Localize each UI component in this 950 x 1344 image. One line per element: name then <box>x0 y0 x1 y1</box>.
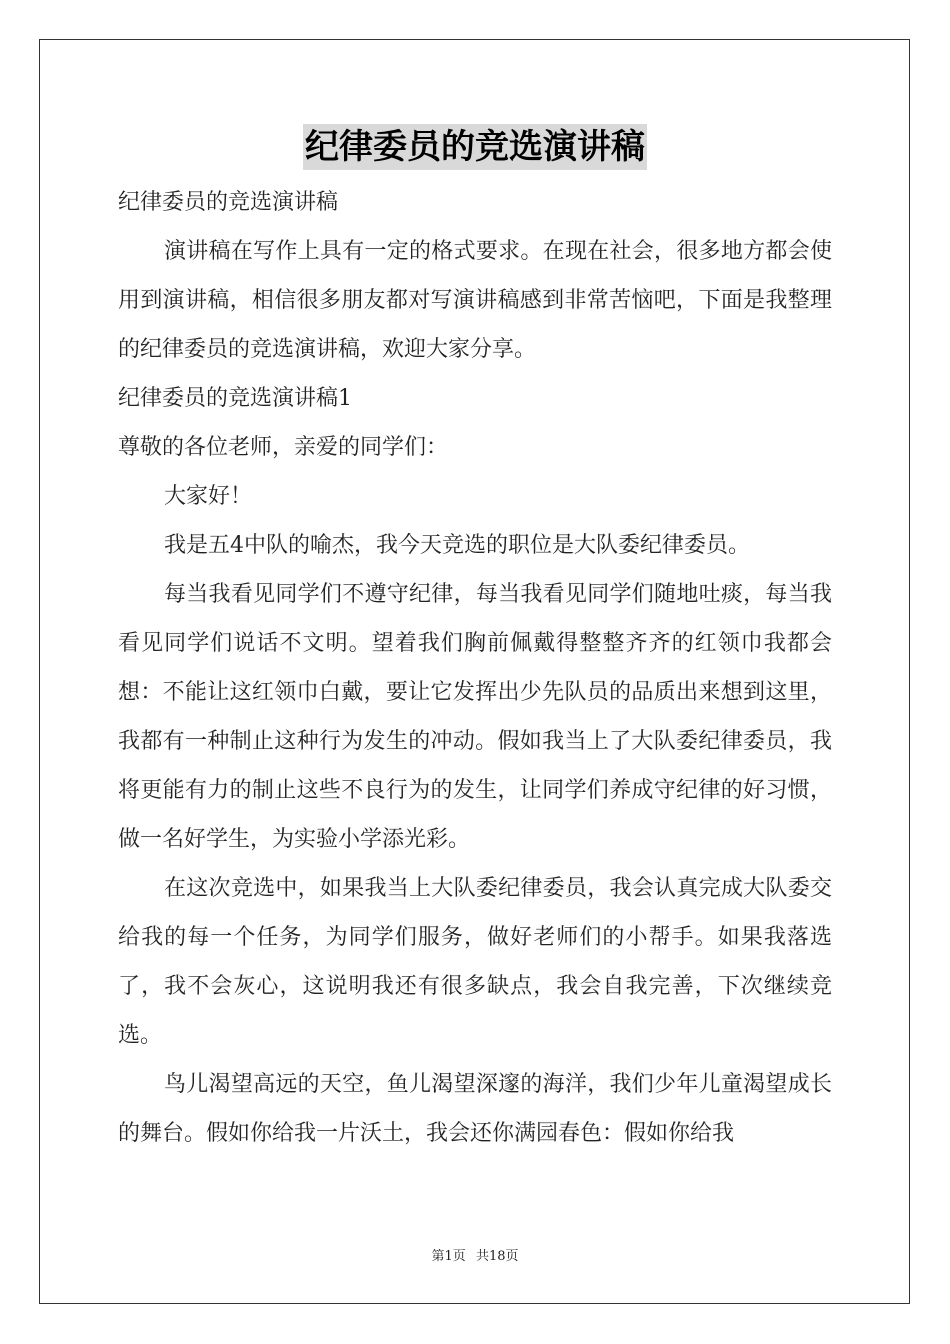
body-paragraph: 在这次竞选中，如果我当上大队委纪律委员，我会认真完成大队委交给我的每一个任务，为同学们服务，做好老师们的小帮手。如果我落选了，我不会灰心，这说明我还有很多缺点，我会自我完善，下次继续竞选。 <box>118 876 832 1048</box>
total-pages: 共18页 <box>475 1249 519 1264</box>
body-paragraph: 鸟儿渴望高远的天空，鱼儿渴望深邃的海洋，我们少年儿童渴望成长的舞台。假如你给我一片沃土，我会还你满园春色：假如你给我 <box>118 1072 832 1146</box>
page-footer <box>0 1245 950 1264</box>
body-paragraph: 每当我看见同学们不遵守纪律，每当我看见同学们随地吐痰，每当我看见同学们说话不文明。望着我们胸前佩戴得整整齐齐的红领巾我都会想：不能让这红领巾白戴，要让它发挥出少先队员的品质出来想到这里，我都有一种制止这种行为发生的冲动。假如我当上了大队委纪律委员，我将更能有力的制止这些不良行为的发生，让同学们养成守纪律的好习惯，做一名好学生，为实验小学添光彩。 <box>118 582 832 852</box>
intro-paragraph: 演讲稿在写作上具有一定的格式要求。在现在社会，很多地方都会使用到演讲稿，相信很多朋友都对写演讲稿感到非常苦恼吧，下面是我整理的纪律委员的竞选演讲稿，欢迎大家分享。 <box>118 239 832 362</box>
salutation-paragraph: 尊敬的各位老师，亲爱的同学们： <box>118 435 449 460</box>
greeting-paragraph: 大家好！ <box>164 484 253 509</box>
page-number: 第1页 <box>431 1249 466 1264</box>
body-paragraph: 我是五4中队的喻杰，我今天竞选的职位是大队委纪律委员。 <box>164 533 750 558</box>
subtitle-paragraph: 纪律委员的竞选演讲稿 <box>118 190 339 215</box>
section-heading: 纪律委员的竞选演讲稿1 <box>118 386 352 411</box>
document-title: 纪律委员的竞选演讲稿 <box>303 124 647 170</box>
title-container <box>0 124 950 170</box>
document-body <box>118 178 832 1158</box>
